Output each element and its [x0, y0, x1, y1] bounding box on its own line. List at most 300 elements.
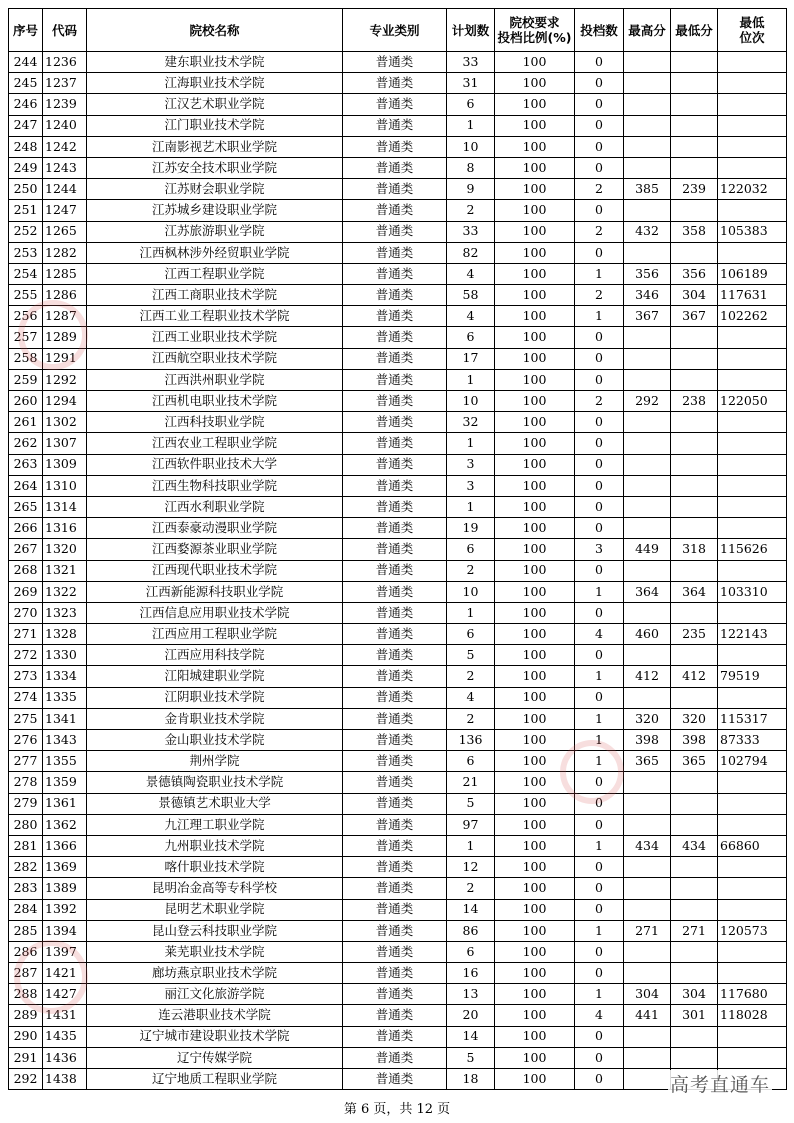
cell-school-name: 荆州学院: [87, 751, 343, 772]
cell-plan: 5: [447, 793, 495, 814]
cell-ratio: 100: [495, 475, 575, 496]
cell-filed: 0: [575, 475, 624, 496]
table-row: [9, 496, 787, 517]
cell-index: 280: [9, 814, 43, 835]
cell-min-score: [671, 1047, 718, 1068]
cell-filed: 1: [575, 581, 624, 602]
cell-code: 1292: [43, 369, 87, 390]
cell-index: 275: [9, 708, 43, 729]
cell-plan: 8: [447, 157, 495, 178]
cell-school-name: 江西婺源茶业职业学院: [87, 539, 343, 560]
cell-min-score: [671, 73, 718, 94]
cell-min-rank: 102794: [718, 751, 787, 772]
cell-category: 普通类: [343, 708, 447, 729]
cell-ratio: 100: [495, 624, 575, 645]
cell-school-name: 江苏旅游职业学院: [87, 221, 343, 242]
brand-watermark: 高考直通车: [668, 1070, 772, 1097]
cell-max-score: [624, 1026, 671, 1047]
cell-min-score: 239: [671, 179, 718, 200]
cell-max-score: 365: [624, 751, 671, 772]
cell-min-rank: [718, 200, 787, 221]
cell-min-rank: 120573: [718, 920, 787, 941]
cell-filed: 0: [575, 433, 624, 454]
cell-category: 普通类: [343, 327, 447, 348]
cell-max-score: [624, 73, 671, 94]
table-row: [9, 475, 787, 496]
cell-min-rank: 122050: [718, 391, 787, 412]
cell-min-rank: [718, 772, 787, 793]
cell-max-score: 320: [624, 708, 671, 729]
table-row: [9, 52, 787, 73]
cell-plan: 1: [447, 433, 495, 454]
cell-index: 277: [9, 751, 43, 772]
cell-plan: 58: [447, 285, 495, 306]
cell-index: 249: [9, 157, 43, 178]
table-row: [9, 306, 787, 327]
cell-code: 1302: [43, 412, 87, 433]
cell-school-name: 建东职业技术学院: [87, 52, 343, 73]
cell-min-rank: [718, 475, 787, 496]
cell-plan: 16: [447, 963, 495, 984]
cell-school-name: 莱芜职业技术学院: [87, 941, 343, 962]
cell-min-rank: [718, 1026, 787, 1047]
cell-index: 284: [9, 899, 43, 920]
cell-school-name: 江西洪州职业学院: [87, 369, 343, 390]
cell-min-rank: [718, 560, 787, 581]
cell-plan: 1: [447, 602, 495, 623]
cell-max-score: [624, 52, 671, 73]
cell-school-name: 江阳城建职业学院: [87, 666, 343, 687]
table-row: [9, 772, 787, 793]
cell-plan: 12: [447, 857, 495, 878]
cell-code: 1355: [43, 751, 87, 772]
cell-ratio: 100: [495, 814, 575, 835]
cell-code: 1310: [43, 475, 87, 496]
table-row: [9, 878, 787, 899]
cell-school-name: 江西工业职业技术学院: [87, 327, 343, 348]
cell-category: 普通类: [343, 814, 447, 835]
cell-max-score: [624, 645, 671, 666]
cell-plan: 3: [447, 475, 495, 496]
cell-code: 1435: [43, 1026, 87, 1047]
cell-category: 普通类: [343, 793, 447, 814]
cell-min-score: [671, 857, 718, 878]
cell-school-name: 江西新能源科技职业学院: [87, 581, 343, 602]
cell-min-score: [671, 242, 718, 263]
cell-school-name: 喀什职业技术学院: [87, 857, 343, 878]
cell-category: 普通类: [343, 73, 447, 94]
cell-index: 288: [9, 984, 43, 1005]
cell-plan: 86: [447, 920, 495, 941]
table-body: [9, 52, 787, 1090]
cell-ratio: 100: [495, 157, 575, 178]
cell-school-name: 江西工程职业学院: [87, 263, 343, 284]
cell-category: 普通类: [343, 602, 447, 623]
cell-min-rank: [718, 327, 787, 348]
cell-filed: 1: [575, 730, 624, 751]
cell-index: 251: [9, 200, 43, 221]
cell-ratio: 100: [495, 878, 575, 899]
cell-category: 普通类: [343, 581, 447, 602]
cell-plan: 9: [447, 179, 495, 200]
cell-index: 281: [9, 835, 43, 856]
cell-school-name: 昆山登云科技职业学院: [87, 920, 343, 941]
cell-index: 285: [9, 920, 43, 941]
table-row: [9, 221, 787, 242]
cell-school-name: 江西软件职业技术大学: [87, 454, 343, 475]
cell-min-score: 367: [671, 306, 718, 327]
cell-code: 1366: [43, 835, 87, 856]
cell-min-rank: 87333: [718, 730, 787, 751]
cell-index: 246: [9, 94, 43, 115]
cell-category: 普通类: [343, 857, 447, 878]
cell-index: 265: [9, 496, 43, 517]
table-row: [9, 518, 787, 539]
cell-school-name: 江海职业技术学院: [87, 73, 343, 94]
cell-filed: 1: [575, 666, 624, 687]
table-row: [9, 94, 787, 115]
cell-code: 1392: [43, 899, 87, 920]
table-row: [9, 899, 787, 920]
cell-ratio: 100: [495, 263, 575, 284]
table-row: [9, 920, 787, 941]
cell-ratio: 100: [495, 857, 575, 878]
cell-category: 普通类: [343, 433, 447, 454]
cell-filed: 0: [575, 327, 624, 348]
cell-school-name: 景德镇艺术职业大学: [87, 793, 343, 814]
cell-school-name: 江西应用科技学院: [87, 645, 343, 666]
cell-min-rank: [718, 454, 787, 475]
cell-plan: 5: [447, 1047, 495, 1068]
cell-ratio: 100: [495, 285, 575, 306]
cell-filed: 0: [575, 518, 624, 539]
cell-code: 1316: [43, 518, 87, 539]
cell-code: 1362: [43, 814, 87, 835]
header-rank-line2: 位次: [739, 30, 765, 45]
cell-code: 1397: [43, 941, 87, 962]
cell-filed: 1: [575, 263, 624, 284]
cell-school-name: 江西农业工程职业学院: [87, 433, 343, 454]
cell-index: 254: [9, 263, 43, 284]
cell-plan: 32: [447, 412, 495, 433]
cell-index: 262: [9, 433, 43, 454]
cell-min-rank: [718, 115, 787, 136]
cell-ratio: 100: [495, 793, 575, 814]
cell-plan: 6: [447, 539, 495, 560]
cell-index: 261: [9, 412, 43, 433]
cell-code: 1389: [43, 878, 87, 899]
cell-filed: 2: [575, 179, 624, 200]
cell-min-rank: [718, 518, 787, 539]
cell-school-name: 江苏安全技术职业学院: [87, 157, 343, 178]
cell-filed: 0: [575, 772, 624, 793]
cell-min-rank: 103310: [718, 581, 787, 602]
cell-plan: 1: [447, 835, 495, 856]
cell-category: 普通类: [343, 1026, 447, 1047]
cell-filed: 2: [575, 221, 624, 242]
table-row: [9, 285, 787, 306]
cell-max-score: [624, 496, 671, 517]
cell-code: 1359: [43, 772, 87, 793]
cell-ratio: 100: [495, 348, 575, 369]
table-row: [9, 157, 787, 178]
cell-plan: 1: [447, 115, 495, 136]
cell-category: 普通类: [343, 624, 447, 645]
cell-min-rank: 115626: [718, 539, 787, 560]
cell-plan: 2: [447, 560, 495, 581]
cell-index: 245: [9, 73, 43, 94]
cell-max-score: 432: [624, 221, 671, 242]
cell-max-score: 434: [624, 835, 671, 856]
cell-category: 普通类: [343, 560, 447, 581]
cell-plan: 6: [447, 624, 495, 645]
cell-max-score: 304: [624, 984, 671, 1005]
cell-index: 266: [9, 518, 43, 539]
cell-plan: 3: [447, 454, 495, 475]
cell-plan: 31: [447, 73, 495, 94]
cell-plan: 4: [447, 687, 495, 708]
cell-min-rank: [718, 242, 787, 263]
cell-filed: 0: [575, 1069, 624, 1090]
cell-plan: 6: [447, 751, 495, 772]
cell-max-score: [624, 518, 671, 539]
cell-max-score: [624, 1047, 671, 1068]
cell-min-score: 356: [671, 263, 718, 284]
cell-max-score: [624, 878, 671, 899]
cell-code: 1285: [43, 263, 87, 284]
cell-ratio: 100: [495, 941, 575, 962]
cell-filed: 0: [575, 73, 624, 94]
cell-category: 普通类: [343, 454, 447, 475]
cell-category: 普通类: [343, 496, 447, 517]
cell-filed: 0: [575, 94, 624, 115]
table-row: [9, 412, 787, 433]
table-header-row: [9, 9, 787, 52]
header-max-score: 最高分: [624, 9, 671, 52]
cell-filed: 4: [575, 624, 624, 645]
cell-index: 283: [9, 878, 43, 899]
cell-index: 271: [9, 624, 43, 645]
cell-min-rank: 66860: [718, 835, 787, 856]
cell-code: 1291: [43, 348, 87, 369]
cell-filed: 0: [575, 963, 624, 984]
cell-filed: 0: [575, 200, 624, 221]
cell-max-score: [624, 433, 671, 454]
cell-max-score: [624, 963, 671, 984]
cell-code: 1330: [43, 645, 87, 666]
cell-min-rank: [718, 899, 787, 920]
cell-min-score: [671, 157, 718, 178]
cell-ratio: 100: [495, 73, 575, 94]
cell-filed: 1: [575, 835, 624, 856]
cell-category: 普通类: [343, 200, 447, 221]
cell-code: 1328: [43, 624, 87, 645]
cell-min-score: [671, 645, 718, 666]
cell-max-score: [624, 687, 671, 708]
cell-plan: 17: [447, 348, 495, 369]
cell-min-score: [671, 560, 718, 581]
cell-category: 普通类: [343, 1047, 447, 1068]
table-row: [9, 348, 787, 369]
cell-filed: 0: [575, 412, 624, 433]
cell-ratio: 100: [495, 327, 575, 348]
cell-plan: 14: [447, 899, 495, 920]
table-row: [9, 1026, 787, 1047]
cell-ratio: 100: [495, 369, 575, 390]
cell-index: 257: [9, 327, 43, 348]
cell-filed: 0: [575, 1026, 624, 1047]
cell-max-score: 398: [624, 730, 671, 751]
cell-index: 289: [9, 1005, 43, 1026]
cell-ratio: 100: [495, 645, 575, 666]
cell-school-name: 江西机电职业技术学院: [87, 391, 343, 412]
cell-min-score: 238: [671, 391, 718, 412]
cell-school-name: 辽宁传媒学院: [87, 1047, 343, 1068]
table-row: [9, 814, 787, 835]
cell-min-score: [671, 412, 718, 433]
cell-min-score: [671, 496, 718, 517]
table-row: [9, 687, 787, 708]
cell-category: 普通类: [343, 751, 447, 772]
cell-min-score: [671, 941, 718, 962]
cell-max-score: [624, 157, 671, 178]
cell-min-rank: 122032: [718, 179, 787, 200]
cell-plan: 21: [447, 772, 495, 793]
cell-code: 1361: [43, 793, 87, 814]
cell-ratio: 100: [495, 412, 575, 433]
cell-plan: 6: [447, 327, 495, 348]
cell-ratio: 100: [495, 687, 575, 708]
cell-ratio: 100: [495, 518, 575, 539]
cell-index: 260: [9, 391, 43, 412]
cell-code: 1335: [43, 687, 87, 708]
cell-max-score: [624, 454, 671, 475]
cell-ratio: 100: [495, 391, 575, 412]
cell-plan: 33: [447, 52, 495, 73]
cell-code: 1369: [43, 857, 87, 878]
admission-table: [8, 8, 787, 1090]
cell-index: 250: [9, 179, 43, 200]
cell-min-rank: 115317: [718, 708, 787, 729]
cell-index: 282: [9, 857, 43, 878]
cell-code: 1427: [43, 984, 87, 1005]
cell-min-rank: [718, 348, 787, 369]
header-min-score: 最低分: [671, 9, 718, 52]
cell-index: 287: [9, 963, 43, 984]
cell-code: 1294: [43, 391, 87, 412]
cell-school-name: 江门职业技术学院: [87, 115, 343, 136]
cell-code: 1323: [43, 602, 87, 623]
table-row: [9, 136, 787, 157]
cell-ratio: 100: [495, 433, 575, 454]
cell-max-score: 449: [624, 539, 671, 560]
cell-filed: 0: [575, 645, 624, 666]
cell-min-score: [671, 963, 718, 984]
cell-max-score: [624, 348, 671, 369]
cell-plan: 82: [447, 242, 495, 263]
cell-filed: 0: [575, 348, 624, 369]
cell-max-score: 292: [624, 391, 671, 412]
cell-max-score: [624, 412, 671, 433]
cell-min-score: [671, 899, 718, 920]
cell-min-rank: [718, 52, 787, 73]
cell-max-score: 346: [624, 285, 671, 306]
cell-filed: 1: [575, 708, 624, 729]
cell-ratio: 100: [495, 835, 575, 856]
cell-code: 1321: [43, 560, 87, 581]
cell-ratio: 100: [495, 115, 575, 136]
cell-filed: 4: [575, 1005, 624, 1026]
cell-filed: 1: [575, 751, 624, 772]
cell-code: 1438: [43, 1069, 87, 1090]
table-row: [9, 73, 787, 94]
cell-ratio: 100: [495, 751, 575, 772]
cell-code: 1341: [43, 708, 87, 729]
cell-filed: 0: [575, 454, 624, 475]
cell-code: 1431: [43, 1005, 87, 1026]
cell-ratio: 100: [495, 52, 575, 73]
cell-filed: 0: [575, 496, 624, 517]
cell-code: 1322: [43, 581, 87, 602]
cell-min-rank: 105383: [718, 221, 787, 242]
cell-school-name: 江阴职业技术学院: [87, 687, 343, 708]
cell-code: 1242: [43, 136, 87, 157]
cell-max-score: [624, 242, 671, 263]
cell-filed: 0: [575, 814, 624, 835]
cell-max-score: 367: [624, 306, 671, 327]
table-row: [9, 200, 787, 221]
cell-min-rank: [718, 857, 787, 878]
cell-max-score: [624, 899, 671, 920]
cell-index: 291: [9, 1047, 43, 1068]
cell-plan: 18: [447, 1069, 495, 1090]
table-row: [9, 391, 787, 412]
cell-index: 247: [9, 115, 43, 136]
cell-min-rank: [718, 814, 787, 835]
cell-school-name: 江西科技职业学院: [87, 412, 343, 433]
cell-code: 1239: [43, 94, 87, 115]
cell-code: 1240: [43, 115, 87, 136]
cell-min-rank: [718, 941, 787, 962]
cell-filed: 1: [575, 920, 624, 941]
cell-min-score: [671, 433, 718, 454]
header-min-rank: [718, 9, 787, 52]
cell-max-score: [624, 200, 671, 221]
cell-min-rank: [718, 136, 787, 157]
cell-min-score: 365: [671, 751, 718, 772]
table-row: [9, 1005, 787, 1026]
cell-school-name: 江西水利职业学院: [87, 496, 343, 517]
cell-filed: 0: [575, 115, 624, 136]
header-category: 专业类别: [343, 9, 447, 52]
cell-index: 248: [9, 136, 43, 157]
cell-category: 普通类: [343, 348, 447, 369]
cell-min-score: [671, 814, 718, 835]
cell-index: 256: [9, 306, 43, 327]
cell-min-score: [671, 52, 718, 73]
cell-ratio: 100: [495, 136, 575, 157]
cell-filed: 1: [575, 306, 624, 327]
cell-max-score: 271: [624, 920, 671, 941]
cell-max-score: [624, 1069, 671, 1090]
table-row: [9, 581, 787, 602]
cell-min-rank: [718, 496, 787, 517]
cell-plan: 2: [447, 666, 495, 687]
cell-plan: 136: [447, 730, 495, 751]
cell-index: 267: [9, 539, 43, 560]
cell-category: 普通类: [343, 306, 447, 327]
cell-code: 1307: [43, 433, 87, 454]
